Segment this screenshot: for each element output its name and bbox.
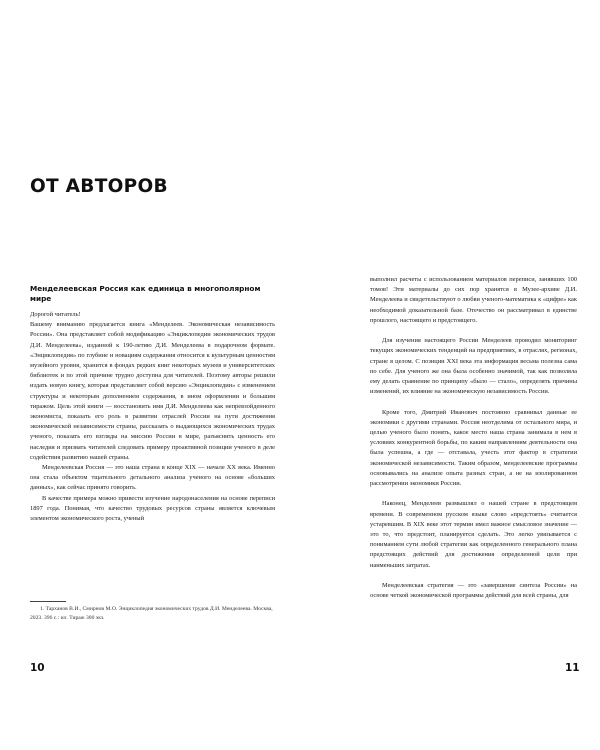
paragraph: Кроме того, Дмитрий Иванович постоянно сравнивал данные ее экономики с другими странами. Россия неотделима от остального мира, и целью ученого было понять, какое место наша страна занимала в нем в условиях конкурентной борьбы, по каким направлениям деятельности она была успешна, а где — отставала, учесть этот фактор в стратегии экономической независимости. Таким образом, менделеевские программы основывались на анализе опыта разных стран, а не на изолированном рассмотрении экономики России. [370, 408, 577, 488]
paragraph: выполнил расчеты с использованием материалов переписи, занявших 100 томов! Эти материалы до сих пор хранятся в Музее-архиве Д.И. Менделеева и свидетельствуют о любви ученого-математика к «цифре» как необходимой доказательной базе. Отечество он рассматривал в единстве прошлого, настоящего и предстоящего. [370, 276, 577, 324]
paragraph: Вашему вниманию предлагается книга «Менделеев. Экономическая независимость России». Она представляет собой модификацию «Энциклопедии экономических трудов Д.И. Менделеева», изданной к 190-летию Д.И. Менделеева в подарочном формате. «Энциклопедия» по глубине и новациям содержания относится к культурным ценностям музейного уровня, хранится в фондах редких книг некоторых музеев и университетских библиотек и по этой причине трудно доступна для читателей. Поэтому авторы решили издать новую книгу, которая представляет собой версию «Энциклопедии» с изменением структуры и некоторым дополнением содержания, в ином оформлении и большим тиражом. Цель этой книги — восстановить имя Д.И. Менделеева как непревзойденного экономиста, показать его роль в развитии отраслей России на пути достижения экономической независимости страны, рассказать о выдающихся экономических трудах ученого, показать его взгляды на миссию России в мире, разъяснить ценность его наследия и призвать читателей следовать примеру проактивной позиции ученого в деле содействия развитию нашей страны. [30, 321, 275, 461]
footnote-divider [30, 601, 66, 602]
page-number: 11 [565, 662, 580, 674]
paragraph: В качестве примера можно привести изучение народонаселения на основе переписи 1897 года. Понимая, что качество трудовых ресурсов страны является ключевым элементом экономического роста, ученый [30, 494, 275, 523]
paragraph: Для изучения настоящего России Менделеев проводил мониторинг текущих экономических тенденций на предприятиях, в отраслях, регионах, стране в целом. С позиции XXI века эта информация весьма полезна сама по себе. Для ученого же она была особенно значимой, так как позволяла ему делать сравнение по принципу «было — стало», определять причины изменений, их влияние на экономическую независимость России. [370, 337, 577, 396]
section-subtitle: Менделеевская Россия как единица в многополярном мире [30, 284, 261, 303]
page-number: 10 [30, 662, 45, 674]
left-text-column [30, 310, 275, 524]
section-title: ОТ АВТОРОВ [30, 176, 168, 197]
paragraph-greeting: Дорогой читатель! [30, 311, 81, 318]
paragraph: Менделеевская стратегия — это «завершение синтеза России» на основе четкой экономической программы действий для всей страны, для [370, 582, 577, 600]
paragraph: Менделеевская Россия — это наша страна в конце XIX — начале XX века. Именно она стала объектом тщательного детального анализа ученого на основе «больших данных», как сейчас принято говорить. [30, 464, 275, 492]
footnote: 1. Тарханов В.И., Смирнов М.О. Энциклопедия экономических трудов Д.И. Менделеева. Москва, 2023. 396 с.: ил. Тираж 300 экз. [30, 606, 273, 621]
paragraph: Наконец, Менделеев размышлял о нашей стране в предстоящем времени. В современном русском языке слово «предстоять» считается устаревшим. В XIX веке этот термин имел важное смысловое значение — это то, что предстоит, планируется сделать. Это легко увязывается с пониманием сути любой стратегии как определенного генерального плана предстоящих действий для достижения определенной цели при наименьших затратах. [370, 500, 577, 569]
right-text-column [370, 275, 577, 601]
right-page [300, 0, 600, 750]
